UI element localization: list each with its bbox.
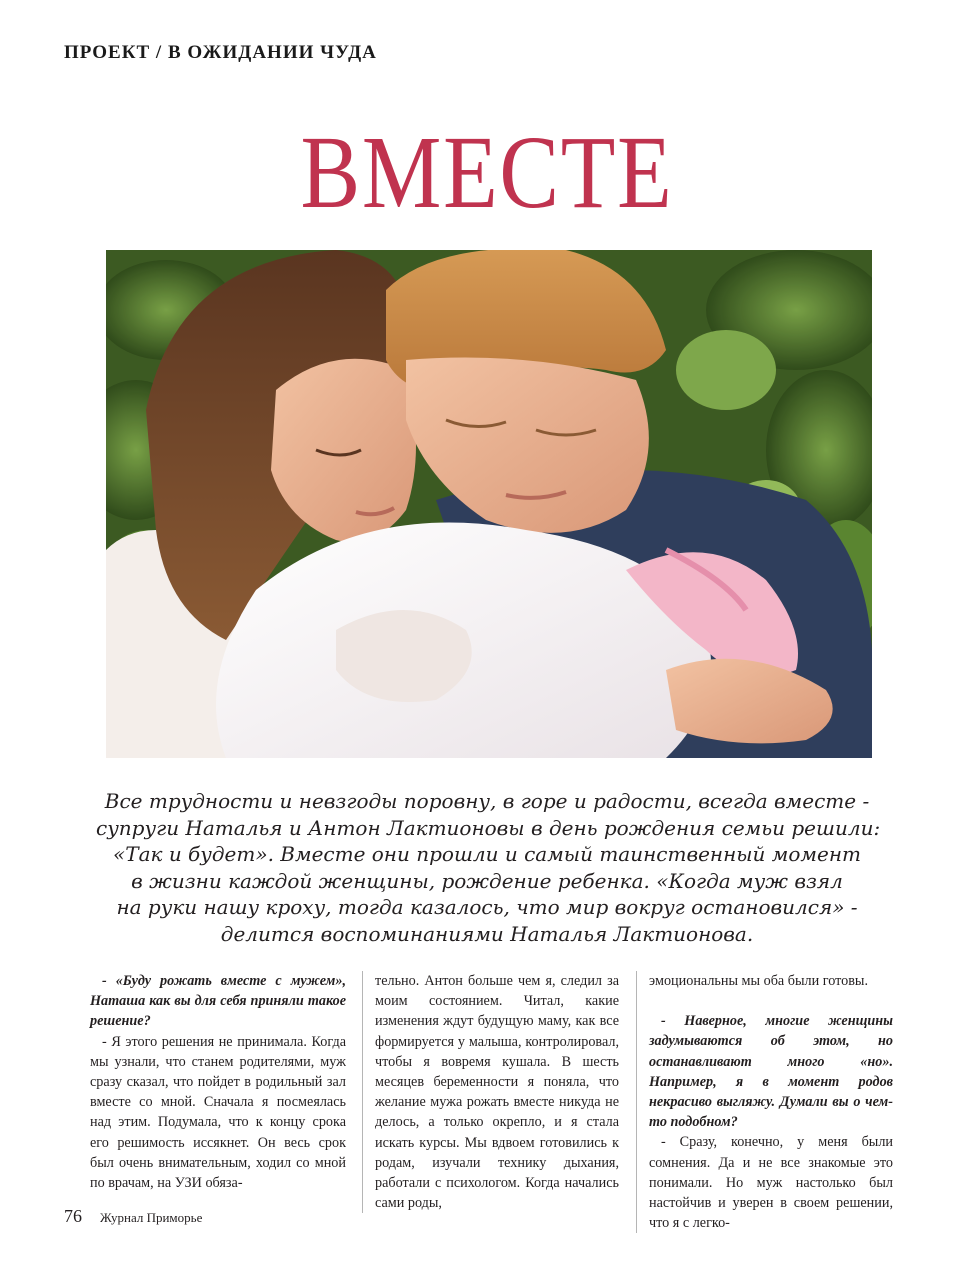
- article-photo: [106, 250, 872, 758]
- family-photo-illustration: [106, 250, 872, 758]
- text-column-1: [90, 971, 346, 1193]
- interview-answer-continued: тельно. Антон больше чем я, следил за моим состоянием. Читал, какие изменения ждут будущую маму, как все формируется у малыша, контролировал, чтобы я вовремя кушала. В шесть месяцев беременности я поняла, что желание мужа рожать вместе никуда не делось, а только окрепло, и я стала искать курсы. Мы вдвоем готовились к родам, изучали технику дыхания, работали с психологом. Когда начались сами роды,: [375, 973, 619, 1212]
- lead-line: в жизни каждой женщины, рождение ребенка. «Когда муж взял: [131, 868, 843, 893]
- lead-line: делится воспоминаниями Наталья Лактионова.: [220, 921, 754, 946]
- lead-line: Все трудности и невзгоды поровну, в горе и радости, всегда вместе -: [104, 789, 870, 813]
- lead-line: на руки нашу кроху, тогда казалось, что мир вокруг остановился» -: [116, 895, 858, 919]
- interview-question: - «Буду рожать вместе с мужем», Наташа как вы для себя приняли такое решение?: [90, 973, 346, 1030]
- page-number: 76: [64, 1206, 82, 1226]
- lead-line: супруги Наталья и Антон Лактионовы в день рождения семьи решили:: [96, 815, 881, 840]
- lead-line: «Так и будет». Вместе они прошли и самый таинственный момент: [113, 842, 861, 866]
- text-column-3: [636, 971, 893, 1233]
- text-column-2: [362, 971, 619, 1213]
- section-rubric: ПРОЕКТ / В ОЖИДАНИИ ЧУДА: [64, 42, 377, 63]
- interview-question: - Наверное, многие женщины задумываются об этом, но останавливают много «но». Например, я в момент родов некрасиво выгляжу. Думали вы о чем-то подобном?: [649, 1013, 893, 1131]
- interview-answer: - Сразу, конечно, у меня были сомнения. Да и не все знакомые это понимали. Но муж настолько был настойчив и уверен в своем решении, что я с легко-: [649, 1134, 893, 1232]
- article-title: ВМЕСТЕ: [300, 115, 674, 230]
- interview-answer-end: эмоциональны мы оба были готовы.: [649, 973, 868, 989]
- journal-name: Журнал Приморье: [100, 1210, 203, 1225]
- lead-paragraph: [96, 788, 881, 947]
- interview-answer: - Я этого решения не принимала. Когда мы узнали, что станем родителями, муж сразу сказал, что пойдет в родильный зал вместе со мной. Сначала я посмеялась над этим. Подумала, что к концу срока его решимость иссякнет. Он весь срок был очень внимательным, ходил со мной по врачам, на УЗИ обяза-: [90, 1033, 346, 1192]
